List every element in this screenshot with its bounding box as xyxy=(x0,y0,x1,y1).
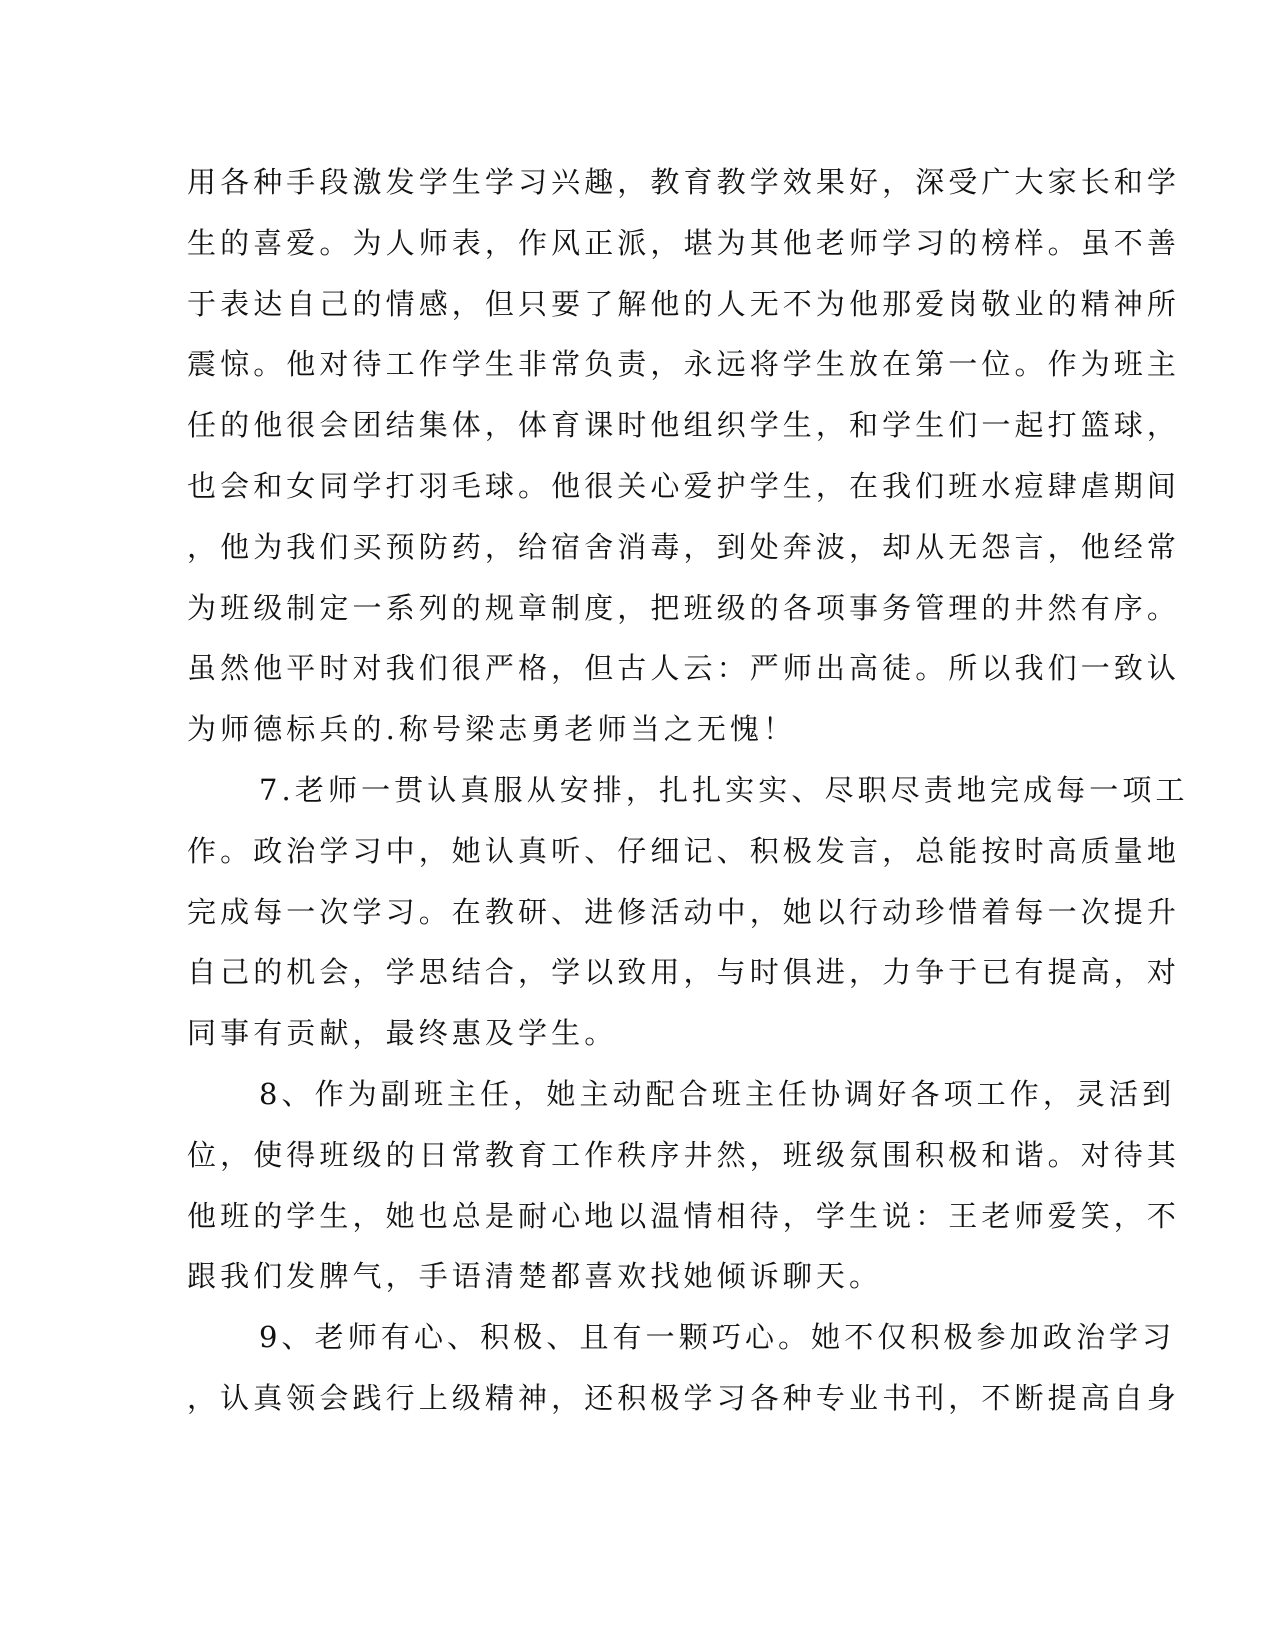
paragraph-8-first-line: 8、作为副班主任，她主动配合班主任协调好各项工作，灵活到 xyxy=(259,1076,1176,1111)
text-line: ，认真领会践行上级精神，还积极学习各种专业书刊，不断提高自身 xyxy=(187,1380,1181,1415)
text-line: 任的他很会团结集体，体育课时他组织学生，和学生们一起打篮球， xyxy=(187,408,1181,443)
paragraph-7-first-line: 7.老师一贯认真服从安排，扎扎实实、尽职尽责地完成每一项工 xyxy=(259,772,1189,807)
text-line: 完成每一次学习。在教研、进修活动中，她以行动珍惜着每一次提升 xyxy=(187,894,1181,929)
text-line: 跟我们发脾气，手语清楚都喜欢找她倾诉聊天。 xyxy=(187,1259,883,1294)
paragraph-9-first-line: 9、老师有心、积极、且有一颗巧心。她不仅积极参加政治学习 xyxy=(259,1320,1176,1355)
text-line: 位，使得班级的日常教育工作秩序井然，班级氛围积极和谐。对待其 xyxy=(187,1137,1181,1172)
text-line: 为师德标兵的.称号梁志勇老师当之无愧！ xyxy=(187,712,797,747)
body-text xyxy=(187,158,1189,1435)
text-line: 为班级制定一系列的规章制度，把班级的各项事务管理的井然有序。 xyxy=(187,590,1181,625)
text-line: 他班的学生，她也总是耐心地以温情相待，学生说：王老师爱笑，不 xyxy=(187,1198,1181,1233)
text-line: 震惊。他对待工作学生非常负责，永远将学生放在第一位。作为班主 xyxy=(187,347,1181,382)
text-line: 作。政治学习中，她认真听、仔细记、积极发言，总能按时高质量地 xyxy=(187,833,1181,868)
text-line: 于表达自己的情感，但只要了解他的人无不为他那爱岗敬业的精神所 xyxy=(187,286,1181,321)
text-line: ，他为我们买预防药，给宿舍消毒，到处奔波，却从无怨言，他经常 xyxy=(187,529,1181,564)
text-line: 虽然他平时对我们很严格，但古人云：严师出高徒。所以我们一致认 xyxy=(187,651,1181,686)
text-line: 用各种手段激发学生学习兴趣，教育教学效果好，深受广大家长和学 xyxy=(187,165,1181,199)
text-line: 同事有贡献，最终惠及学生。 xyxy=(187,1016,618,1051)
text-line: 自己的机会，学思结合，学以致用，与时俱进，力争于已有提高，对 xyxy=(187,955,1181,990)
text-line: 也会和女同学打羽毛球。他很关心爱护学生，在我们班水痘肆虐期间 xyxy=(187,468,1181,503)
text-line: 生的喜爱。为人师表，作风正派，堪为其他老师学习的榜样。虽不善 xyxy=(187,225,1181,260)
